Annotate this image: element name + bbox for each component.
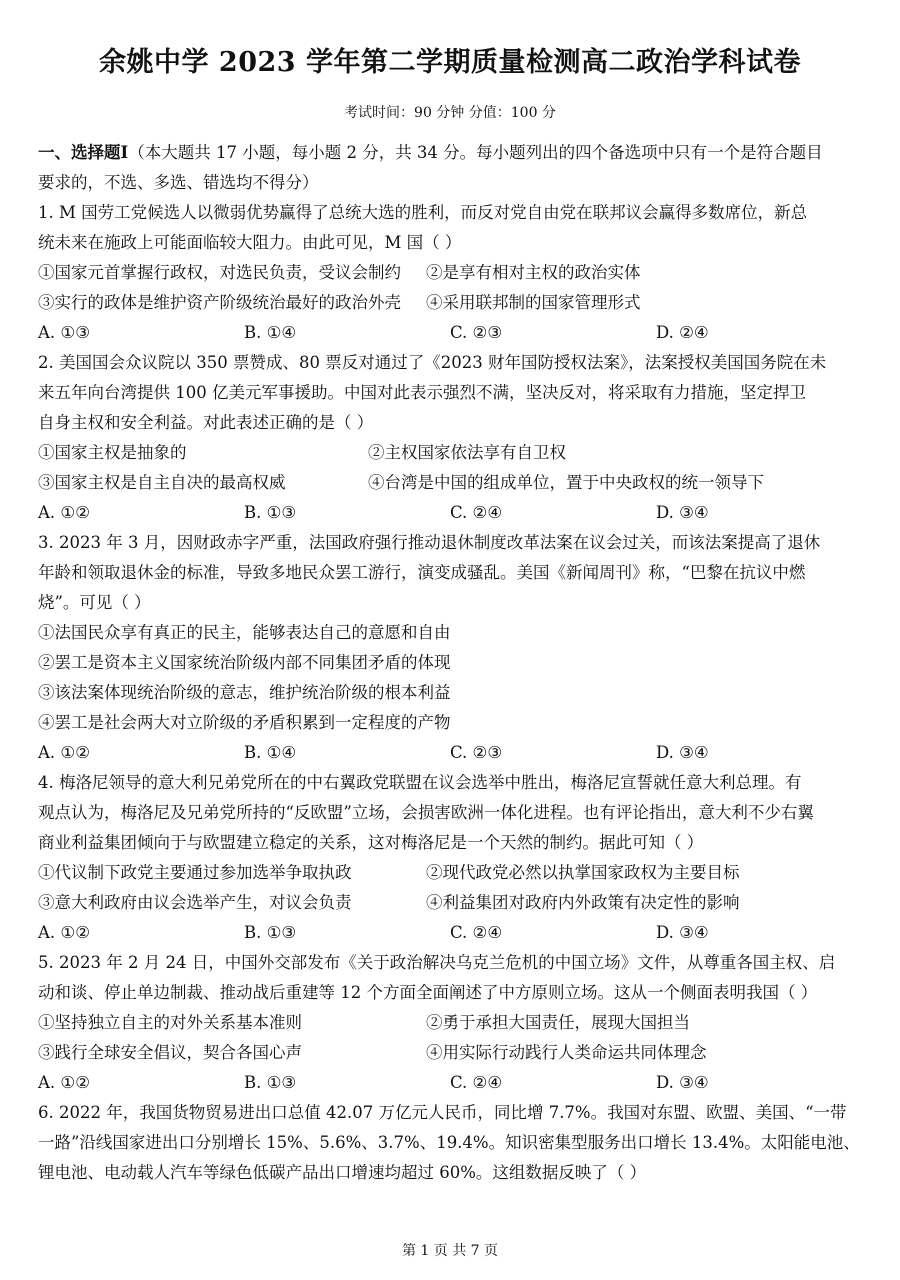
choice-a: A. ①② <box>38 923 90 942</box>
choice-a: A. ①③ <box>38 323 90 342</box>
page-number: 第 1 页 共 7 页 <box>401 1243 499 1259</box>
question-3 <box>38 528 864 768</box>
question-5 <box>38 948 864 1098</box>
choice-b: B. ①③ <box>244 1073 297 1092</box>
question-2 <box>38 348 864 528</box>
choice-b: B. ①④ <box>244 323 297 342</box>
question-stem-line: 3. 2023 年 3 月，因财政赤字严重，法国政府强行推动退休制度改革法案在议会过关，而该法案提高了退休 <box>38 533 821 552</box>
exam-content <box>38 138 864 1188</box>
section-heading: 一、选择题Ⅰ <box>38 143 129 162</box>
choice-a: A. ①② <box>38 1073 90 1092</box>
choice-c: C. ②④ <box>450 503 503 522</box>
statement-option: ④利益集团对政府内外政策有决定性的影响 <box>426 893 740 912</box>
choice-d: D. ②④ <box>656 323 709 342</box>
answer-choices <box>38 918 864 948</box>
statement-option: ③该法案体现统治阶级的意志，维护统治阶级的根本利益 <box>38 683 451 702</box>
question-stem-line: 一路”沿线国家进出口分别增长 15%、5.6%、3.7%、19.4%。知识密集型服务出口增长 13.4%。太阳能电池、 <box>38 1133 860 1152</box>
answer-choices <box>38 1068 864 1098</box>
choice-d: D. ③④ <box>656 503 709 522</box>
choice-b: B. ①④ <box>244 743 297 762</box>
question-stem-line: 来五年向台湾提供 100 亿美元军事援助。中国对此表示强烈不满，坚决反对，将采取有力措施，坚定捍卫 <box>38 383 806 402</box>
question-stem-line: 锂电池、电动载人汽车等绿色低碳产品出口增速均超过 60%。这组数据反映了（ ） <box>38 1163 647 1182</box>
statement-row <box>38 468 864 498</box>
statement-option: ④台湾是中国的组成单位，置于中央政权的统一领导下 <box>368 473 764 492</box>
question-stem-line: 4. 梅洛尼领导的意大利兄弟党所在的中右翼政党联盟在议会选举中胜出，梅洛尼宣誓就任意大利总理。有 <box>38 773 802 792</box>
statement-option: ①国家主权是抽象的 <box>38 443 187 462</box>
statement-option: ③意大利政府由议会选举产生，对议会负责 <box>38 893 352 912</box>
statement-option: ④用实际行动践行人类命运共同体理念 <box>426 1043 707 1062</box>
statement-row <box>38 438 864 468</box>
question-stem-line: 统未来在施政上可能面临较大阻力。由此可见，M 国（ ） <box>38 233 462 252</box>
choice-c: C. ②③ <box>450 743 503 762</box>
question-stem-line: 动和谈、停止单边制裁、推动战后重建等 12 个方面全面阐述了中方原则立场。这从一个侧面表明我国（ ） <box>38 983 818 1002</box>
exam-info: 考试时间：90 分钟 分值：100 分 <box>344 105 556 121</box>
statement-option: ①坚持独立自主的对外关系基本准则 <box>38 1013 302 1032</box>
question-4 <box>38 768 864 948</box>
choice-a: A. ①② <box>38 743 90 762</box>
statement-option: ②现代政党必然以执掌国家政权为主要目标 <box>426 863 740 882</box>
question-stem-line: 1. M 国劳工党候选人以微弱优势赢得了总统大选的胜利，而反对党自由党在联邦议会赢得多数席位，新总 <box>38 203 808 222</box>
statement-option: ②主权国家依法享有自卫权 <box>368 443 566 462</box>
statement-option: ①法国民众享有真正的民主，能够表达自己的意愿和自由 <box>38 623 451 642</box>
question-stem-line: 自身主权和安全利益。对此表述正确的是（ ） <box>38 413 374 432</box>
statement-option: ②是享有相对主权的政治实体 <box>426 263 641 282</box>
question-stem-line: 年龄和领取退休金的标准，导致多地民众罢工游行，演变成骚乱。美国《新闻周刊》称，“巴黎在抗议中燃 <box>38 563 806 582</box>
statement-row <box>38 858 864 888</box>
choice-c: C. ②④ <box>450 1073 503 1092</box>
choice-b: B. ①③ <box>244 503 297 522</box>
choice-d: D. ③④ <box>656 743 709 762</box>
question-stem-line: 5. 2023 年 2 月 24 日，中国外交部发布《关于政治解决乌克兰危机的中国立场》文件，从尊重各国主权、启 <box>38 953 836 972</box>
answer-choices <box>38 318 864 348</box>
question-stem-line: 2. 美国国会众议院以 350 票赞成、80 票反对通过了《2023 财年国防授权法案》，法案授权美国国务院在未 <box>38 353 827 372</box>
question-6 <box>38 1098 864 1188</box>
choice-d: D. ③④ <box>656 1073 709 1092</box>
statement-option: ③实行的政体是维护资产阶级统治最好的政治外壳 <box>38 293 401 312</box>
section-instructions-line-2: 要求的，不选、多选、错选均不得分） <box>38 173 319 192</box>
statement-row <box>38 1038 864 1068</box>
statement-option: ②罢工是资本主义国家统治阶级内部不同集团矛盾的体现 <box>38 653 451 672</box>
statement-option: ③国家主权是自主自决的最高权威 <box>38 473 286 492</box>
section-instructions <box>38 138 864 168</box>
statement-option: ③践行全球安全倡议，契合各国心声 <box>38 1043 302 1062</box>
statement-option: ①代议制下政党主要通过参加选举争取执政 <box>38 863 352 882</box>
statement-row <box>38 888 864 918</box>
answer-choices <box>38 498 864 528</box>
exam-title: 余姚中学 2023 学年第二学期质量检测高二政治学科试卷 <box>99 47 801 78</box>
question-stem-line: 烧”。可见（ ） <box>38 593 151 612</box>
question-stem-line: 6. 2022 年，我国货物贸易进出口总值 42.07 万亿元人民币，同比增 7.7%。我国对东盟、欧盟、美国、“一带 <box>38 1103 847 1122</box>
choice-c: C. ②③ <box>450 323 503 342</box>
question-1 <box>38 198 864 348</box>
statement-row <box>38 1008 864 1038</box>
statement-row <box>38 258 864 288</box>
choice-d: D. ③④ <box>656 923 709 942</box>
question-stem-line: 观点认为，梅洛尼及兄弟党所持的“反欧盟”立场，会损害欧洲一体化进程。也有评论指出，意大利不少右翼 <box>38 803 814 822</box>
question-stem-line: 商业利益集团倾向于与欧盟建立稳定的关系，这对梅洛尼是一个天然的制约。据此可知（ ） <box>38 833 704 852</box>
statement-option: ④罢工是社会两大对立阶级的矛盾积累到一定程度的产物 <box>38 713 451 732</box>
section-instructions-line-1: （本大题共 17 小题，每小题 2 分，共 34 分。每小题列出的四个备选项中只有一个是符合题目 <box>128 143 823 162</box>
choice-c: C. ②④ <box>450 923 503 942</box>
statement-option: ④采用联邦制的国家管理形式 <box>426 293 641 312</box>
answer-choices <box>38 738 864 768</box>
choice-a: A. ①② <box>38 503 90 522</box>
statement-option: ②勇于承担大国责任，展现大国担当 <box>426 1013 690 1032</box>
statement-row <box>38 288 864 318</box>
statement-option: ①国家元首掌握行政权，对选民负责，受议会制约 <box>38 263 401 282</box>
choice-b: B. ①③ <box>244 923 297 942</box>
